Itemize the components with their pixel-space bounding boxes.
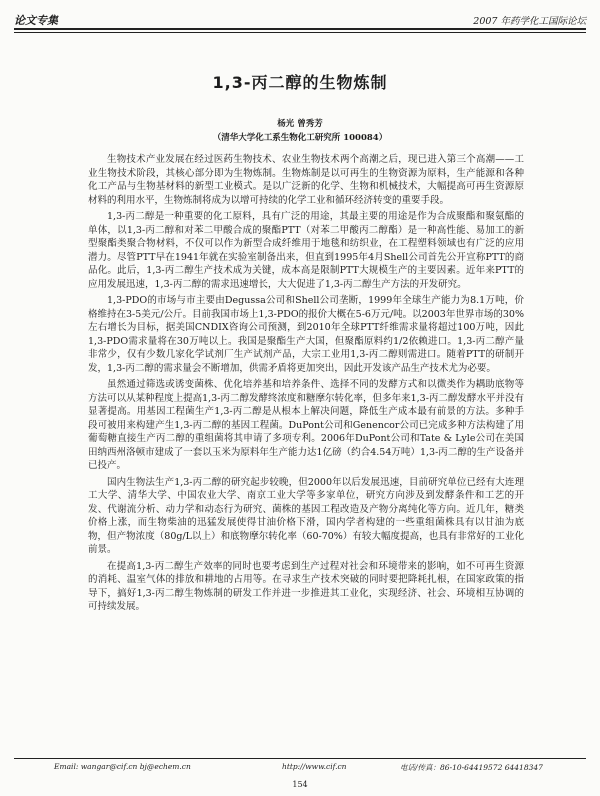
header-rule-thin: [14, 32, 586, 33]
paragraph-1: 生物技术产业发展在经过医药生物技术、农业生物技术两个高潮之后，现已进入第三个高潮——工业生物技术阶段，其核心部分即为生物炼制。生物炼制是以可再生的生物资源为原料，生产能源和各种化工产品与生物基材料的新型工业模式。是以广泛新的化学、生物和机械技术，大幅提高可再生资源原材料的利用水平，生物炼制将成为以增可持续的化学工业和循环经济转变的重要手段。: [88, 154, 524, 206]
paragraph-3: 1,3-PDO的市场与市主要由Degussa公司和Shell公司垄断，1999年全球生产能力为8.1万吨，价格维持在3-5美元/公斤。目前我国市场上1,3-PDO的报价大概在5-6万元/吨。以2003年世界市场的30%左右增长为目标，据美国CNDIX咨询公司预测，到2010年全球PTT纤维需求量将超过100万吨，因此1,3-PDO需求量将在30万吨以上。我国是聚酯生产大国，但聚酯原料约1/2依赖进口。1,3-丙二醇产量非常少，仅有少数几家化学试剂厂生产试剂产品，大宗工业用1,3-丙二醇则需进口。随着PTT的研制开发，1,3-丙二醇的需求量会不断增加，供需矛盾将更加突出，因此开发该产品生产技术尤为必要。: [88, 295, 524, 374]
paragraph-6: 在提高1,3-丙二醇生产效率的同时也要考虑到生产过程对社会和环境带来的影响，如不可再生资源的消耗、温室气体的排放和耕地的占用等。在寻求生产技术突破的同时要把降耗扎根，在国家政策的指导下，搞好1,3-丙二醇生物炼制的研发工作并进一步推进其工业化，实现经济、社会、环境相互协调的可持续发展。: [88, 560, 524, 612]
paragraph-2: 1,3-丙二醇是一种重要的化工原料，具有广泛的用途，其最主要的用途是作为合成聚酯和聚氨酯的单体，以1,3-丙二醇和对苯二甲酸合成的聚酯PTT（对苯二甲酸丙二醇酯）是一种高性能、易加工的新型聚酯类聚合物材料，不仅可以作为新型合成纤维用于地毯和纺织业，在工程塑料领域也有广泛的应用潜力。尽管PTT早在1941年就在实验室制备出来，但直到1995年4月Shell公司首先公开宣称PTT的商品化。此后，1,3-丙二醇生产技术成为关键，成本高是限制PTT大规模生产的主要因素。近年来PTT的应用发展迅速，1,3-丙二醇的需求迅速增长，大大促进了1,3-丙二醇生产方法的开发研究。: [88, 211, 524, 290]
journal-issue: 2007 年药学化工国际论坛: [473, 16, 586, 27]
footer-phone: 电话/传真：86-10-64419572 64418347: [400, 763, 543, 772]
article-title: 1,3-丙二醇的生物炼制: [212, 73, 388, 92]
article-authors: 杨光 曾秀芳: [277, 119, 323, 129]
footer-rule: [14, 758, 586, 759]
paragraph-4: 虽然通过筛选或诱变菌株、优化培养基和培养条件、选择不同的发酵方式和以微类作为耦助底物等方法可以从某种程度上提高1,3-丙二醇发酵终浓度和糖摩尔转化率，但多年来1,3-丙二醇发酵水平并没有显著提高。用基因工程菌生产1,3-丙二醇是从根本上解决问题，降低生产成本最有前景的方法。多种手段可被用来构建产生1,3-丙二醇的基因工程菌。DuPont公司和Genencor公司已完成多种方法构建了用葡萄糖直接生产丙二醇的重组菌将其申请了多项专利。2006年DuPont公司和Tate & Lyle公司在美国田纳西州洛顿市建成了一套以玉米为原料年生产能力达1亿磅（约合4.54万吨）1,3-丙二醇的生产设备并已投产。: [88, 379, 524, 471]
running-header: [14, 12, 586, 26]
paragraph-5: 国内生物法生产1,3-丙二醇的研究起步较晚，但2000年以后发展迅速，目前研究单位已经有大连理工大学、清华大学、中国农业大学、南京工业大学等多家单位，研究方向涉及到发酵条件和工艺的开发、代谢流分析、动力学和动态行为研究、菌株的基因工程改造及产物分离纯化等方向。近几年，糖类价格上涨，而生物柴油的迅猛发展使得甘油价格下滑，国内学者构建的一些重组菌株具有以甘油为底物，但产物浓度（80g/L以上）和底物摩尔转化率（60-70%）有较大幅度提高，也具有非常好的工业化前景。: [88, 476, 524, 555]
page-number: 154: [292, 780, 308, 789]
footer-website: http://www.cif.cn: [282, 762, 347, 771]
footer-email: Email: wangar@cif.cn bj@echem.cn: [54, 762, 191, 771]
article-affiliation: （清华大学化工系生物化工研究所 100084）: [212, 133, 388, 143]
article-body: [88, 153, 524, 617]
section-label: 论文专集: [14, 14, 58, 27]
header-rule-thick: [14, 28, 586, 30]
